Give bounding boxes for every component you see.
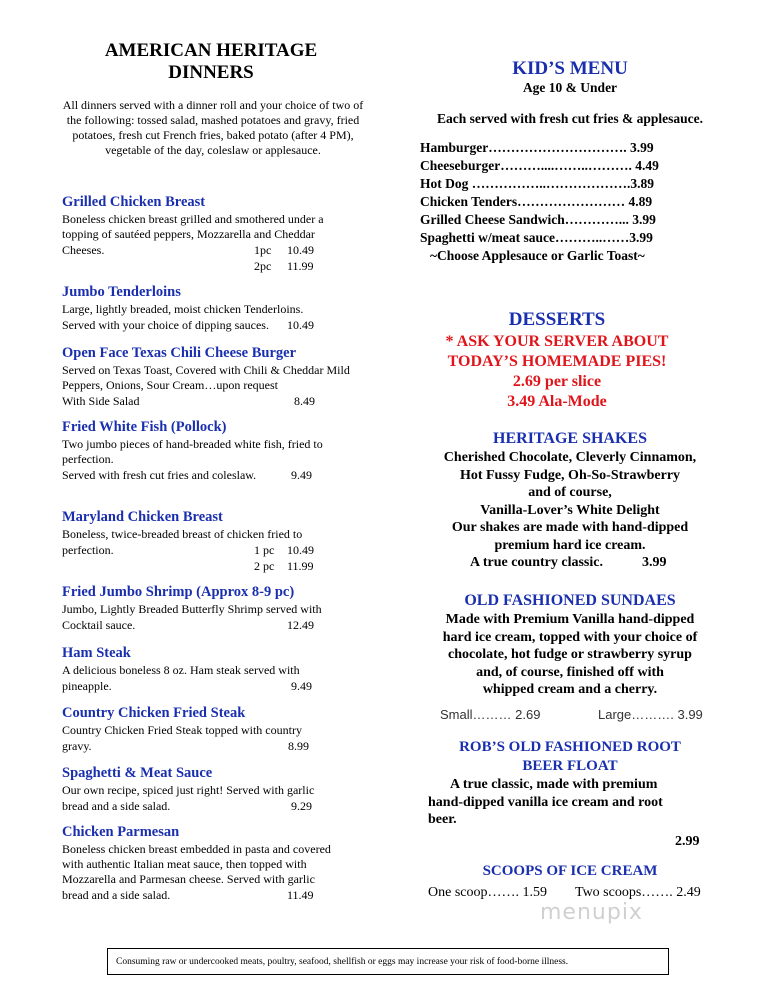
desserts-title: DESSERTS xyxy=(508,309,606,330)
menu-item-fried-shrimp: Fried Jumbo Shrimp (Approx 8-9 pc) Jumbo, Lightly Breaded Butterfly Shrimp served with Cocktail sauce. 12.49 xyxy=(62,584,322,632)
float-title: ROB’S OLD FASHIONED ROOT BEER FLOAT xyxy=(459,739,681,774)
menu-item-grilled-chicken: Grilled Chicken Breast Boneless chicken breast grilled and smothered under a topping of sautéed peppers, Mozzarella and Cheddar Cheeses. 1pc 10.49 2pc 11.99 xyxy=(62,194,324,273)
menu-item-maryland-chicken: Maryland Chicken Breast Boneless, twice-breaded breast of chicken fried to perfection. 1 pc 10.49 2 pc 11.99 xyxy=(62,509,314,573)
pies-line-1: * ASK YOUR SERVER ABOUT xyxy=(445,333,669,350)
menu-item-ham-steak: Ham Steak A delicious boneless 8 oz. Ham steak served with pineapple. 9.49 xyxy=(62,645,312,693)
scoops-section xyxy=(420,862,720,905)
kids-menu-age: Age 10 & Under xyxy=(522,80,618,95)
sundaes-title: OLD FASHIONED SUNDAES xyxy=(464,592,676,609)
menu-item-chicken-parmesan: Chicken Parmesan Boneless chicken breast embedded in pasta and covered with authentic Italian meat sauce, then topped with Mozzarella and Parmesan cheese. Served with garlic bread and a side salad. 11.49 xyxy=(62,824,331,902)
food-safety-disclaimer: Consuming raw or undercooked meats, poultry, seafood, shellfish or eggs may increase your risk of food-borne illness. xyxy=(107,948,669,975)
dinners-column xyxy=(62,40,364,158)
shake-price: 3.99 xyxy=(642,555,667,570)
dinners-title: AMERICAN HERITAGE DINNERS xyxy=(104,40,318,83)
menu-item-spaghetti: Spaghetti & Meat Sauce Our own recipe, spiced just right! Served with garlic bread and a side salad. 9.29 xyxy=(62,765,315,813)
shakes-title: HERITAGE SHAKES xyxy=(493,430,647,447)
float-price: 2.99 xyxy=(675,833,700,849)
sundaes-section: OLD FASHIONED SUNDAES Made with Premium Vanilla hand-dipped hard ice cream, topped with your choice of chocolate, hot fudge or strawberry syrup and, of course, finished off with whipped cream and a cherry. Small……… 2.69 Large………. 3.99 xyxy=(420,591,720,725)
kids-item: Hamburger…………………………. 3.99 xyxy=(420,140,654,155)
kids-item: Spaghetti w/meat sauce………..……3.99 xyxy=(420,230,653,245)
menu-item-jumbo-tenderloins: Jumbo Tenderloins Large, lightly breaded, moist chicken Tenderloins. Served with your choice of dipping sauces. 10.49 xyxy=(62,284,314,332)
desserts-section xyxy=(407,308,707,412)
one-scoop-price: One scoop……. 1.59 xyxy=(428,885,547,900)
right-column xyxy=(420,58,720,264)
pies-line-2: TODAY’S HOMEMADE PIES! xyxy=(447,353,667,370)
kids-menu-title: KID’S MENU xyxy=(512,58,628,79)
two-scoops-price: Two scoops……. 2.49 xyxy=(575,885,701,900)
menu-item-chicken-fried-steak: Country Chicken Fried Steak Country Chicken Fried Steak topped with country gravy. 8.99 xyxy=(62,705,309,753)
dinners-intro: All dinners served with a dinner roll and your choice of two of the following: tossed salad, mashed potatoes and gravy, fried potatoes, fresh cut French fries, baked potato (after 4 PM), vegetable of the day, coleslaw or applesauce. xyxy=(62,98,364,157)
kids-item: Cheeseburger………....……..………. 4.49 xyxy=(420,158,659,173)
kids-menu-list xyxy=(420,139,720,247)
scoops-title: SCOOPS OF ICE CREAM xyxy=(482,863,658,879)
menu-item-chili-cheese-burger: Open Face Texas Chili Cheese Burger Served on Texas Toast, Covered with Chili & Cheddar Mild Peppers, Onions, Sour Cream…upon request With Side Salad 8.49 xyxy=(62,345,350,408)
kids-item: Chicken Tenders…………………… 4.89 xyxy=(420,194,653,209)
sundae-large-price: Large………. 3.99 xyxy=(598,706,703,722)
menu-item-fried-white-fish: Fried White Fish (Pollock) Two jumbo pieces of hand-breaded white fish, fried to perfection. Served with fresh cut fries and coleslaw. 9.49 xyxy=(62,419,323,482)
shakes-section: HERITAGE SHAKES Cherished Chocolate, Cleverly Cinnamon, Hot Fussy Fudge, Oh-So-Strawberry and of course, Vanilla-Lover’s White Delight Our shakes are made with hand-dipped premium hard ice cream. A true country classic. 3.99 xyxy=(420,429,720,572)
kids-menu-footer: ~Choose Applesauce or Garlic Toast~ xyxy=(430,248,645,263)
kids-menu-note: Each served with fresh cut fries & applesauce. xyxy=(437,111,703,126)
kids-item: Hot Dog ……………..……………….3.89 xyxy=(420,176,654,191)
pie-price: 2.69 per slice xyxy=(512,373,602,390)
watermark: menupix xyxy=(540,900,643,925)
float-section: ROB’S OLD FASHIONED ROOT BEER FLOAT A true classic, made with premium hand-dipped vanilla ice cream and root beer. 2.99 xyxy=(420,738,720,849)
pie-ala-mode-price: 3.49 Ala-Mode xyxy=(507,393,607,410)
kids-item: Grilled Cheese Sandwich…………... 3.99 xyxy=(420,212,656,227)
sundae-small-price: Small……… 2.69 xyxy=(440,706,541,722)
